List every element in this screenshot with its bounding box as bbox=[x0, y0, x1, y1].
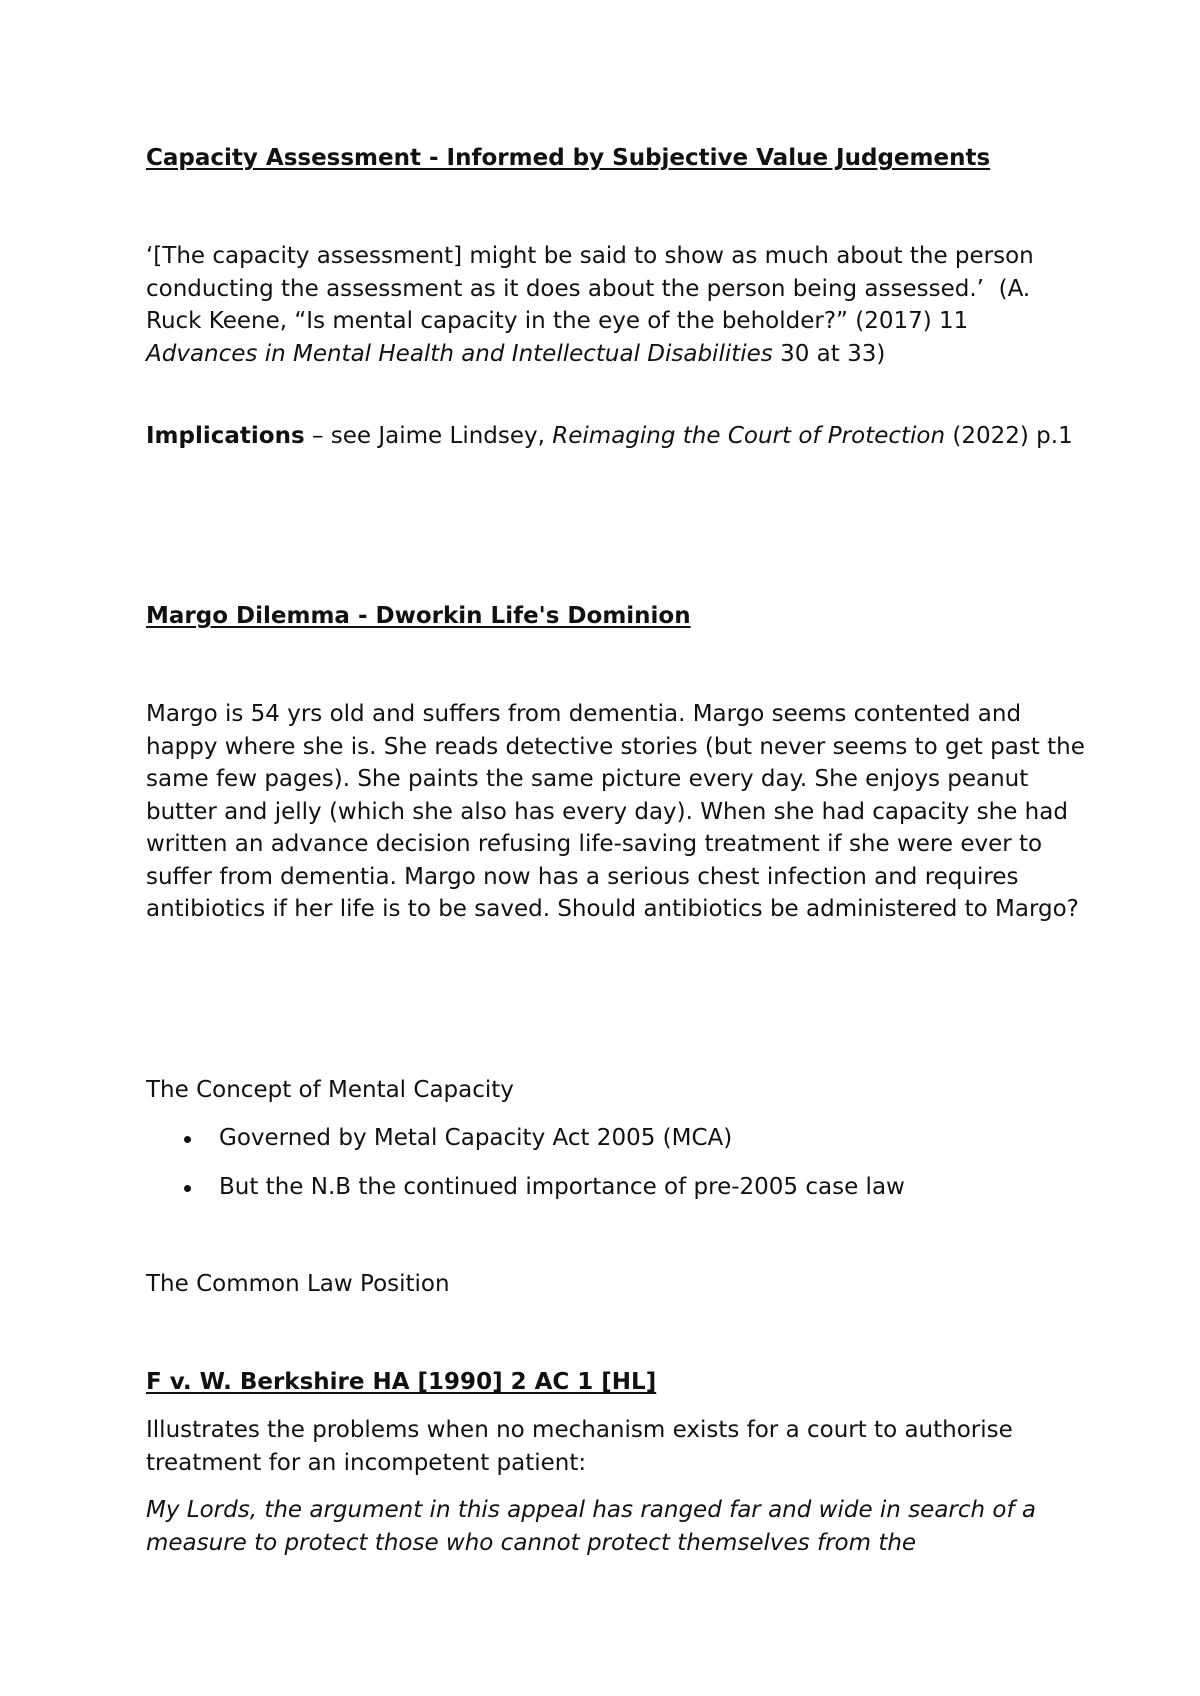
implications-label: Implications bbox=[146, 423, 305, 449]
implications-year: (2022) p.1 bbox=[952, 423, 1073, 449]
journal-title: Advances in Mental Health and Intellectual Disabilities bbox=[146, 340, 773, 367]
bullet-dot-icon bbox=[184, 1185, 191, 1192]
book-title: Reimaging the Court of Protection bbox=[552, 423, 946, 449]
list-item bbox=[146, 1171, 905, 1220]
common-law-position-title: The Common Law Position bbox=[146, 1271, 450, 1297]
concept-of-mental-capacity-title: The Concept of Mental Capacity bbox=[146, 1077, 514, 1103]
list-item bbox=[146, 1122, 905, 1171]
ruck-keene-quote-paragraph bbox=[146, 240, 1086, 370]
implications-see: – see Jaime Lindsey, bbox=[311, 423, 545, 449]
margo-paragraph: Margo is 54 yrs old and suffers from dementia. Margo seems contented and happy where she is. She reads detective stories (but never seems to get past the same few pages). She paints the same picture every day. She enjoys peanut butter and jelly (which she also has every day). When she had capacity she had written an advance decision refusing life-saving treatment if she were ever to suffer from dementia. Margo now has a serious chest infection and requires antibiotics if her life is to be saved. Should antibiotics be administered to Margo? bbox=[146, 701, 1085, 922]
list-item-text: But the N.B the continued importance of pre-2005 case law bbox=[219, 1174, 905, 1200]
mca-bullet-list bbox=[146, 1122, 905, 1220]
case-description: Illustrates the problems when no mechanism exists for a court to authorise treatment for an incompetent patient: bbox=[146, 1417, 1013, 1476]
lords-quote: My Lords, the argument in this appeal has ranged far and wide in search of a measure to protect those who cannot protect themselves from the bbox=[146, 1497, 1036, 1556]
case-heading-f-v-w-berkshire: F v. W. Berkshire HA [1990] 2 AC 1 [HL] bbox=[146, 1369, 657, 1395]
quote-text: ‘[The capacity assessment] might be said to show as much about the person conducting the assessment as it does about the person being assessed.’ bbox=[146, 243, 1034, 302]
section-heading-capacity-assessment: Capacity Assessment - Informed by Subjective Value Judgements bbox=[146, 145, 991, 171]
citation-text: (A. Ruck Keene, “Is mental capacity in the eye of the beholder?” (2017) 11 bbox=[146, 275, 1031, 334]
section-heading-margo-dilemma: Margo Dilemma - Dworkin Life's Dominion bbox=[146, 603, 691, 629]
citation-pages: 30 at 33) bbox=[780, 340, 886, 367]
bullet-dot-icon bbox=[184, 1136, 191, 1143]
list-item-text: Governed by Metal Capacity Act 2005 (MCA) bbox=[219, 1125, 733, 1151]
implications-paragraph bbox=[146, 420, 1086, 453]
